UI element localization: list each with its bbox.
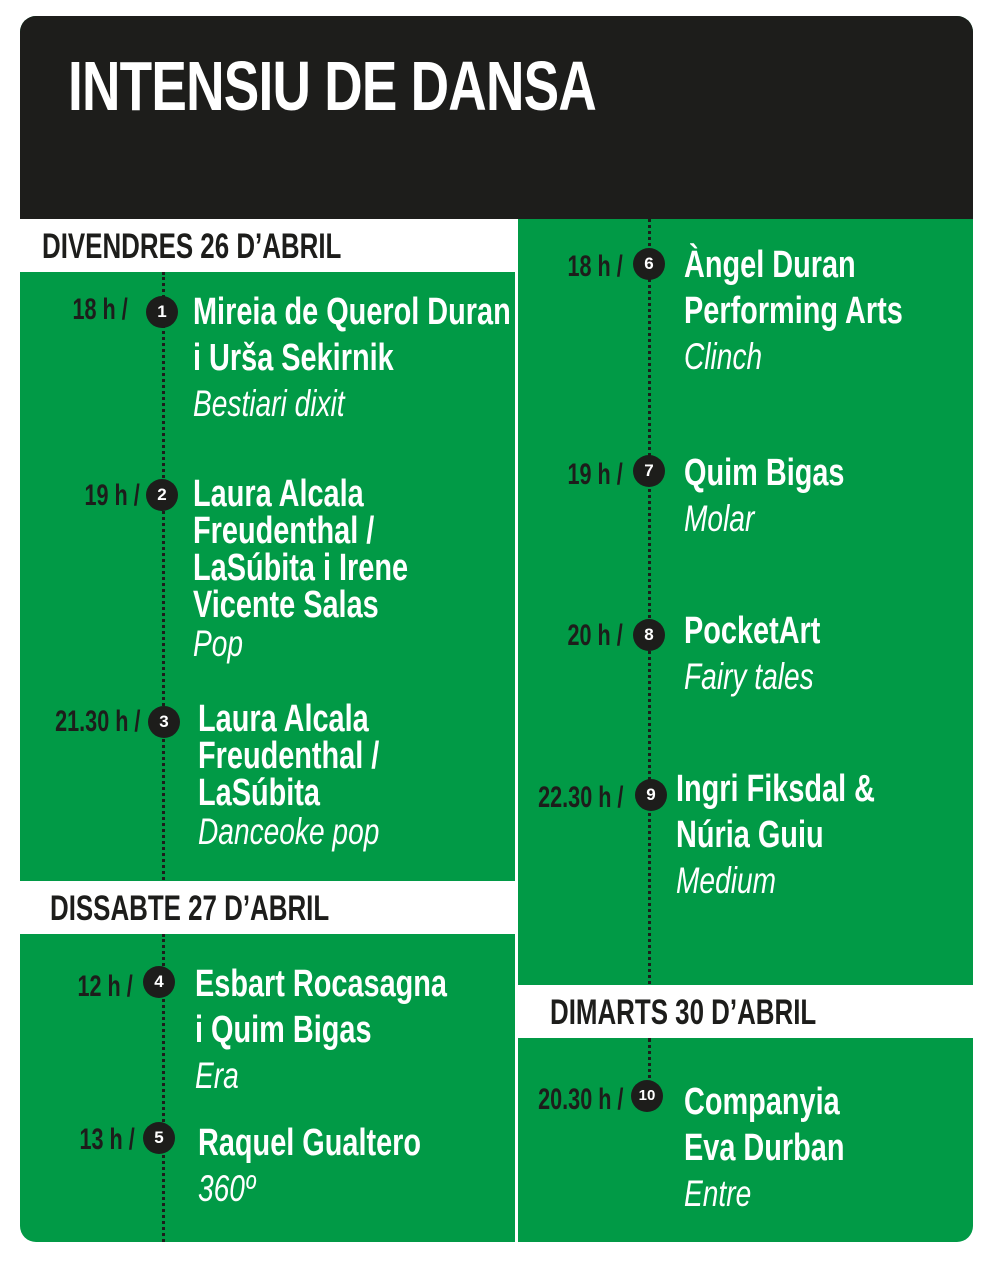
event-artist-line: Ingri Fiksdal & — [676, 768, 875, 810]
event-artist-line: Àngel Duran — [684, 244, 856, 286]
event-8 — [684, 608, 820, 700]
day-label: DIVENDRES 26 D’ABRIL — [42, 227, 342, 266]
event-time: 18 h / — [567, 250, 623, 283]
event-artist-line: Vicente Salas — [193, 584, 379, 626]
event-4 — [195, 961, 447, 1099]
event-3 — [198, 698, 380, 852]
event-artist-line: Performing Arts — [684, 290, 903, 332]
event-10 — [684, 1079, 844, 1217]
event-7 — [684, 450, 844, 542]
event-show-title: Medium — [676, 860, 777, 901]
event-time: 19 h / — [567, 458, 623, 491]
event-artist-line: i Quim Bigas — [195, 1009, 372, 1051]
event-number-badge: 9 — [635, 779, 667, 811]
event-number-badge: 8 — [633, 619, 665, 651]
event-5 — [198, 1120, 421, 1212]
event-show-title: Clinch — [684, 336, 763, 377]
event-6 — [684, 242, 903, 380]
event-artist-line: Freudenthal / — [193, 510, 375, 552]
event-artist-line: LaSúbita i Irene — [193, 547, 409, 589]
event-artist-line: Mireia de Querol Duran — [193, 291, 511, 333]
event-time: 22.30 h / — [537, 781, 623, 814]
event-number-badge: 10 — [631, 1080, 663, 1112]
event-time: 18 h / — [72, 293, 128, 326]
day-header-friday — [20, 219, 515, 272]
event-time: 20.30 h / — [537, 1083, 623, 1116]
event-show-title: Molar — [684, 498, 755, 539]
event-time: 13 h / — [79, 1123, 135, 1156]
column-divider — [515, 219, 518, 1242]
day-header-saturday — [20, 881, 515, 934]
event-artist-line: Freudenthal / — [198, 735, 380, 777]
event-show-title: Bestiari dixit — [193, 383, 345, 424]
event-artist-line: Eva Durban — [684, 1127, 845, 1169]
header-bar — [20, 16, 973, 219]
event-artist-line: Raquel Gualtero — [198, 1122, 422, 1164]
event-show-title: 360º — [198, 1168, 256, 1209]
event-number-badge: 5 — [143, 1122, 175, 1154]
event-artist-line: Quim Bigas — [684, 452, 845, 494]
day-label: DIMARTS 30 D’ABRIL — [550, 993, 817, 1032]
event-artist-line: Laura Alcala — [193, 473, 364, 515]
event-artist-line: Núria Guiu — [676, 814, 824, 856]
event-9 — [676, 766, 875, 904]
event-1 — [193, 289, 511, 427]
event-artist-line: Companyia — [684, 1081, 840, 1123]
event-time: 19 h / — [84, 479, 140, 512]
event-number-badge: 6 — [633, 248, 665, 280]
event-time: 21.30 h / — [54, 705, 140, 738]
event-artist-line: LaSúbita — [198, 772, 320, 814]
timeline-dots-friday — [162, 272, 165, 880]
event-artist-line: Laura Alcala — [198, 698, 369, 740]
event-show-title: Fairy tales — [684, 656, 814, 697]
event-show-title: Era — [195, 1055, 239, 1096]
event-2 — [193, 473, 409, 664]
timeline-dots-friday-right — [648, 219, 651, 984]
event-time: 20 h / — [567, 619, 623, 652]
event-number-badge: 7 — [633, 455, 665, 487]
page-title: INTENSIU DE DANSA — [68, 47, 596, 125]
event-show-title: Entre — [684, 1173, 752, 1214]
event-show-title: Danceoke pop — [198, 811, 380, 852]
day-header-tuesday — [518, 985, 973, 1038]
event-number-badge: 4 — [143, 966, 175, 998]
event-artist-line: i Urša Sekirnik — [193, 337, 394, 379]
event-artist-line: Esbart Rocasagna — [195, 963, 447, 1005]
event-number-badge: 1 — [146, 296, 178, 328]
event-artist-line: PocketArt — [684, 610, 821, 652]
day-label: DISSABTE 27 D’ABRIL — [50, 889, 330, 928]
event-number-badge: 2 — [146, 479, 178, 511]
event-time: 12 h / — [77, 970, 133, 1003]
program-card — [20, 16, 973, 1242]
event-number-badge: 3 — [148, 706, 180, 738]
event-show-title: Pop — [193, 623, 244, 664]
